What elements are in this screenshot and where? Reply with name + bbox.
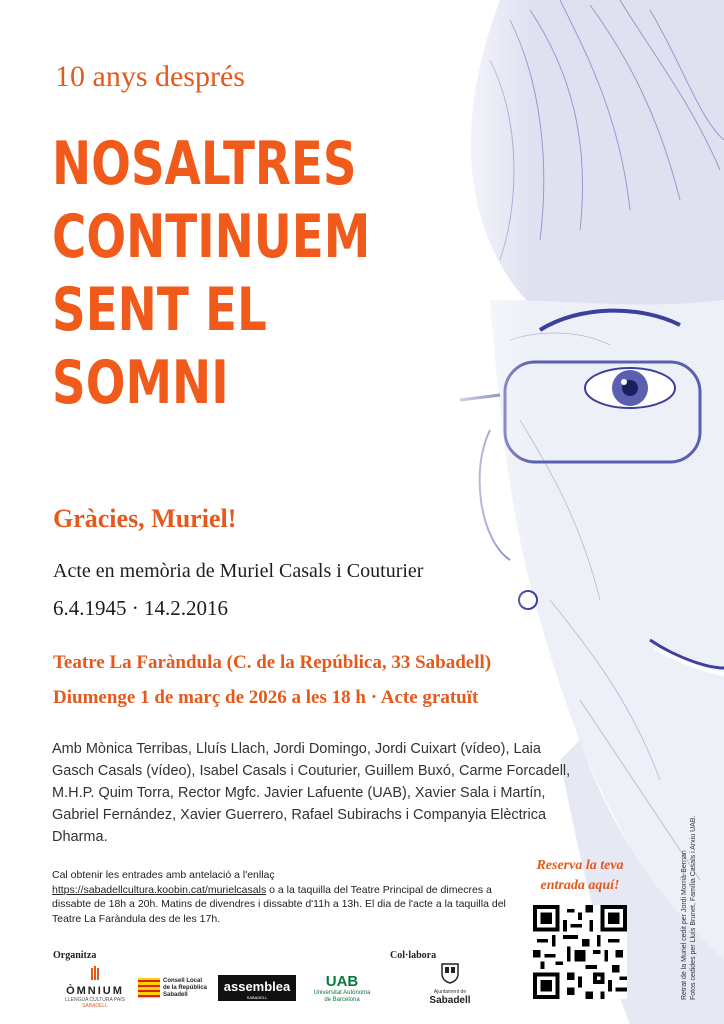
consell-local-logo bbox=[138, 978, 214, 1002]
reserve-line: entrada aquí! bbox=[540, 878, 620, 893]
reserve-line: Reserva la teva bbox=[536, 858, 624, 873]
omnium-mark-icon bbox=[56, 966, 134, 980]
omnium-logo bbox=[56, 966, 134, 1009]
headline-line: SENT EL bbox=[52, 275, 267, 345]
reserve-callout bbox=[520, 856, 640, 896]
assemblea-logo bbox=[218, 975, 296, 1001]
ticket-info bbox=[52, 868, 512, 926]
ajuntament-name: Sabadell bbox=[429, 995, 471, 1006]
participants-list: Amb Mònica Terribas, Lluís Llach, Jordi Domingo, Jordi Cuixart (vídeo), Laia Gasch Casals (vídeo), Isabel Casals i Couturier, Guillem Buxó, Carme Forcadell, M.H.P. Quim Torra, Rector Mgfc. Javier Lafuente (UAB), Xavier Sala i Martín, Gabriel Fernández, Xavier Guerrero, Rafael Subirachs i Companyia Elèctrica Dharma. bbox=[52, 741, 571, 845]
credit-line: Fotos cedides per Lluís Brunet, Família Casals i Arxiu UAB. bbox=[690, 815, 697, 1000]
colabora-label: Col·labora bbox=[390, 950, 437, 961]
assemblea-name: assemblea bbox=[223, 979, 291, 994]
ticket-link[interactable]: https://sabadellcultura.koobin.cat/murielcasals bbox=[52, 883, 267, 896]
ajuntament-prefix: Ajuntament de bbox=[433, 989, 467, 995]
uab-name: UAB bbox=[325, 973, 359, 990]
image-credits bbox=[680, 770, 698, 1000]
coat-of-arms-icon bbox=[440, 962, 460, 984]
omnium-tagline: LLENGUA CULTURA PAÍS bbox=[65, 997, 125, 1003]
ajuntament-logo bbox=[420, 962, 480, 1006]
venue-line: Teatre La Faràndula (C. de la República, 33 Sabadell) bbox=[53, 652, 492, 673]
headline-line: SOMNI bbox=[52, 348, 229, 418]
ticket-details: o a la taquilla del Teatre Principal de dimecres a dissabte de 18h a 20h. Matins de divendres i dissabte d'11h a 13h. El dia de l'acte a la taquilla del Teatre La Faràndula des de les 17h. bbox=[52, 883, 506, 925]
organitza-label: Organitza bbox=[53, 950, 97, 961]
life-dates: 6.4.1945 · 14.2.2016 bbox=[53, 596, 228, 620]
omnium-city: SABADELL bbox=[82, 1003, 108, 1009]
consell-line: de la República bbox=[163, 985, 208, 991]
headline-line: CONTINUEM bbox=[52, 202, 371, 272]
uab-logo bbox=[302, 974, 382, 1004]
consell-line: Consell Local bbox=[163, 978, 203, 984]
assemblea-city: SABADELL bbox=[246, 995, 268, 1000]
omnium-name: ÒMNIUM bbox=[66, 985, 124, 997]
datetime-line: Diumenge 1 de març de 2026 a les 18 h · Acte gratuït bbox=[53, 687, 479, 708]
thanks-line: Gràcies, Muriel! bbox=[53, 504, 237, 533]
event-subtitle: 10 anys després bbox=[55, 60, 245, 93]
consell-line: Sabadell bbox=[163, 992, 188, 998]
memorial-line: Acte en memòria de Muriel Casals i Couturier bbox=[53, 560, 424, 582]
credit-line: Retrat de la Muriel cedit per Jordi Morrià-Bernan bbox=[681, 850, 688, 1000]
qr-code[interactable] bbox=[533, 905, 627, 999]
senyera-icon bbox=[138, 978, 160, 998]
uab-line: Universitat Autònoma bbox=[313, 990, 371, 996]
headline-line: NOSALTRES bbox=[52, 129, 357, 199]
ticket-intro: Cal obtenir les entrades amb antelació a l'enllaç bbox=[52, 869, 275, 881]
headline bbox=[52, 128, 370, 420]
uab-line: de Barcelona bbox=[324, 997, 360, 1003]
